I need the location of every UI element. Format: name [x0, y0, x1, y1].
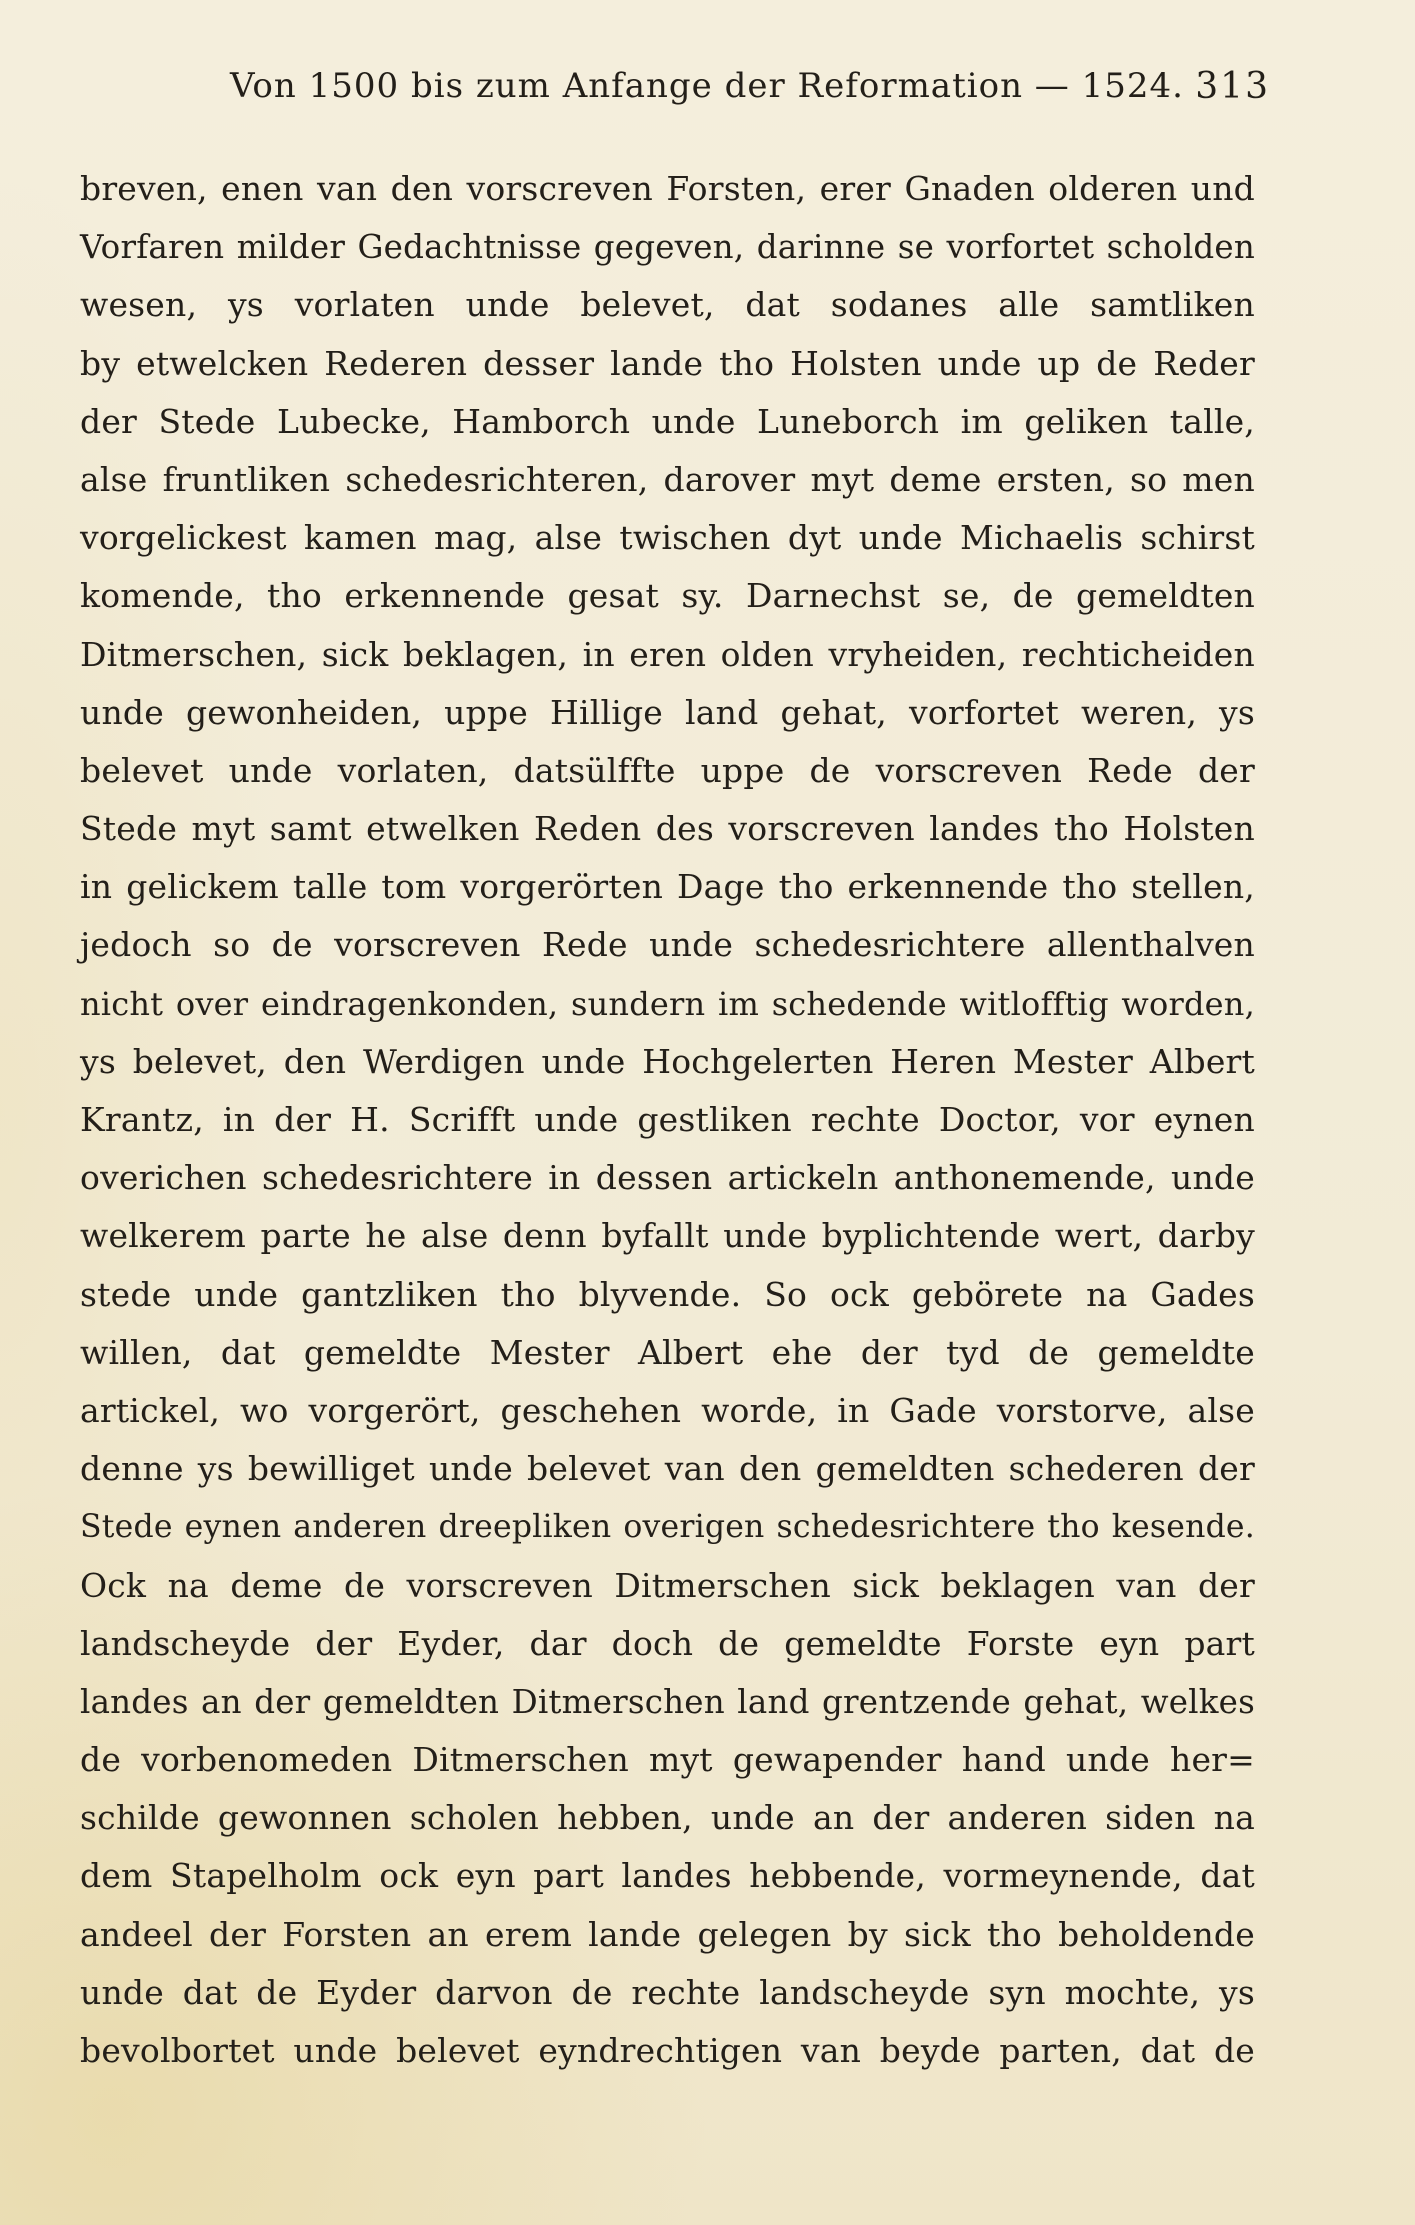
text-line: stede unde gantzliken tho blyvende. So ock gebörete na Gades: [80, 1274, 1255, 1314]
text-line: jedoch so de vorscreven Rede unde schedesrichtere allenthalven: [80, 925, 1255, 965]
text-line: komende, tho erkennende gesat sy. Darnechst se, de gemeldten: [80, 576, 1255, 616]
text-line: der Stede Lubecke, Hamborch unde Luneborch im geliken talle,: [80, 401, 1255, 441]
text-line: landes an der gemeldten Ditmerschen land grentzende gehat, welkes: [80, 1682, 1255, 1721]
text-line: willen, dat gemeldte Mester Albert ehe der tyd de gemeldte: [80, 1332, 1255, 1372]
text-line: dem Stapelholm ock eyn part landes hebbende, vormeynende, dat: [80, 1856, 1255, 1896]
text-line: Krantz, in der H. Scrifft unde gestliken rechte Doctor, vor eynen: [80, 1100, 1255, 1139]
text-line: Stede myt samt etwelken Reden des vorscreven landes tho Holsten: [80, 809, 1255, 849]
text-line: ys belevet, den Werdigen unde Hochgelerten Heren Mester Albert: [80, 1041, 1255, 1081]
text-line: overichen schedesrichtere in dessen artickeln anthonemende, unde: [80, 1158, 1255, 1198]
text-line: denne ys bewilliget unde belevet van den gemeldten schederen der: [80, 1449, 1255, 1489]
text-line: by etwelcken Rederen desser lande tho Holsten unde up de Reder: [80, 343, 1255, 383]
text-line: landscheyde der Eyder, dar doch de gemeldte Forste eyn part: [80, 1623, 1255, 1663]
text-line: unde dat de Eyder darvon de rechte landscheyde syn mochte, ys: [80, 1972, 1255, 2012]
text-line: welkerem parte he alse denn byfallt unde byplichtende wert, darby: [80, 1216, 1255, 1256]
running-title: Von 1500 bis zum Anfange der Reformation — 1524.: [230, 66, 1184, 106]
text-line: schilde gewonnen scholen hebben, unde an der anderen siden na: [80, 1798, 1255, 1838]
text-line: alse fruntliken schedesrichteren, darover myt deme ersten, so men: [80, 459, 1255, 499]
text-line: andeel der Forsten an erem lande gelegen by sick tho beholdende: [80, 1914, 1255, 1954]
text-line: unde gewonheiden, uppe Hillige land gehat, vorfortet weren, ys: [80, 692, 1255, 732]
text-line: wesen, ys vorlaten unde belevet, dat sodanes alle samtliken: [80, 285, 1255, 325]
text-line: Stede eynen anderen dreepliken overigen schedesrichtere tho kesende.: [80, 1509, 1255, 1546]
text-line: de vorbenomeden Ditmerschen myt gewapender hand unde her=: [80, 1740, 1255, 1780]
text-line: artickel, wo vorgerört, geschehen worde, in Gade vorstorve, alse: [80, 1390, 1255, 1430]
body-text: [80, 160, 1255, 2080]
text-line: Ock na deme de vorscreven Ditmerschen sick beklagen van der: [80, 1565, 1255, 1605]
text-line: breven, enen van den vorscreven Forsten, erer Gnaden olderen und: [80, 169, 1255, 208]
text-line: Ditmerschen, sick beklagen, in eren olden vryheiden, rechticheiden: [80, 634, 1255, 674]
text-line: in gelickem talle tom vorgerörten Dage tho erkennende tho stellen,: [80, 867, 1255, 907]
text-line: belevet unde vorlaten, datsülffte uppe de vorscreven Rede der: [80, 750, 1255, 790]
running-head: [80, 66, 1270, 126]
text-line: vorgelickest kamen mag, alse twischen dyt unde Michaelis schirst: [80, 518, 1255, 558]
text-line: nicht over eindragenkonden, sundern im schedende witlofftig worden,: [80, 984, 1255, 1023]
page-number: 313: [1195, 66, 1270, 107]
text-line: Vorfaren milder Gedachtnisse gegeven, darinne se vorfortet scholden: [80, 228, 1255, 267]
text-line: bevolbortet unde belevet eyndrechtigen van beyde parten, dat de: [80, 2031, 1255, 2070]
